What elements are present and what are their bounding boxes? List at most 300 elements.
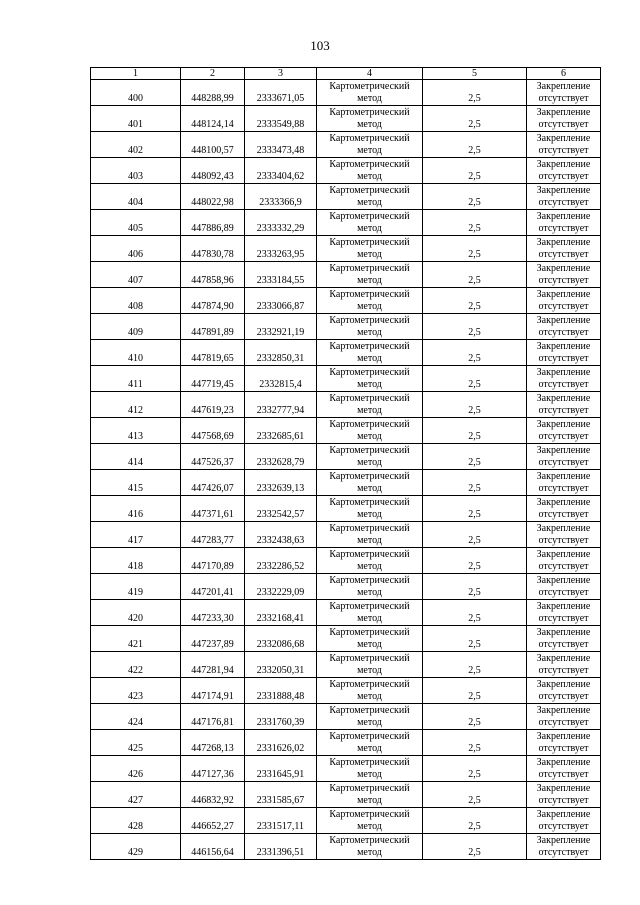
fixing-cell — [527, 756, 601, 782]
point-number-cell: 413 — [91, 418, 181, 444]
fixing-cell-line1: Закрепление — [536, 185, 591, 196]
method-cell — [317, 730, 423, 756]
x-coordinate-cell: 447874,90 — [181, 288, 245, 314]
accuracy-cell: 2,5 — [423, 496, 527, 522]
table-row — [91, 392, 601, 418]
table-row — [91, 652, 601, 678]
fixing-cell — [527, 132, 601, 158]
point-number-cell: 404 — [91, 184, 181, 210]
table-row — [91, 756, 601, 782]
fixing-cell-line2: отсутствует — [538, 716, 589, 728]
accuracy-cell: 2,5 — [423, 366, 527, 392]
table-row — [91, 418, 601, 444]
point-number-cell: 406 — [91, 236, 181, 262]
accuracy-cell: 2,5 — [423, 522, 527, 548]
y-coordinate-cell: 2332168,41 — [245, 600, 317, 626]
table-row — [91, 366, 601, 392]
point-number-cell: 418 — [91, 548, 181, 574]
fixing-cell-line2: отсутствует — [538, 482, 589, 494]
accuracy-cell: 2,5 — [423, 808, 527, 834]
fixing-cell-line1: Закрепление — [536, 367, 591, 378]
method-cell-line1: Картометрический — [329, 835, 410, 846]
method-cell — [317, 626, 423, 652]
fixing-cell-line2: отсутствует — [538, 768, 589, 780]
x-coordinate-cell: 447371,61 — [181, 496, 245, 522]
table-row — [91, 600, 601, 626]
fixing-cell — [527, 574, 601, 600]
fixing-cell-line1: Закрепление — [536, 419, 591, 430]
point-number-cell: 414 — [91, 444, 181, 470]
method-cell — [317, 106, 423, 132]
method-cell-line2: метод — [357, 274, 382, 286]
method-cell — [317, 262, 423, 288]
fixing-cell-line1: Закрепление — [536, 159, 591, 170]
y-coordinate-cell: 2331396,51 — [245, 834, 317, 860]
fixing-cell-line1: Закрепление — [536, 237, 591, 248]
fixing-cell-line2: отсутствует — [538, 534, 589, 546]
method-cell-line2: метод — [357, 300, 382, 312]
x-coordinate-cell: 447281,94 — [181, 652, 245, 678]
fixing-cell-line2: отсутствует — [538, 612, 589, 624]
y-coordinate-cell: 2332685,61 — [245, 418, 317, 444]
table-row — [91, 496, 601, 522]
table-header-row — [91, 68, 601, 80]
table-row — [91, 158, 601, 184]
point-number-cell: 409 — [91, 314, 181, 340]
accuracy-cell: 2,5 — [423, 132, 527, 158]
x-coordinate-cell: 447170,89 — [181, 548, 245, 574]
fixing-cell-line1: Закрепление — [536, 653, 591, 664]
method-cell — [317, 392, 423, 418]
y-coordinate-cell: 2333473,48 — [245, 132, 317, 158]
table-row — [91, 340, 601, 366]
fixing-cell — [527, 600, 601, 626]
fixing-cell-line2: отсутствует — [538, 92, 589, 104]
fixing-cell-line1: Закрепление — [536, 731, 591, 742]
y-coordinate-cell: 2332815,4 — [245, 366, 317, 392]
method-cell — [317, 678, 423, 704]
accuracy-cell: 2,5 — [423, 236, 527, 262]
table-body — [91, 80, 601, 860]
fixing-cell-line2: отсутствует — [538, 794, 589, 806]
table-row — [91, 808, 601, 834]
fixing-cell — [527, 522, 601, 548]
method-cell-line2: метод — [357, 612, 382, 624]
fixing-cell — [527, 80, 601, 106]
fixing-cell-line1: Закрепление — [536, 575, 591, 586]
method-cell-line1: Картометрический — [329, 393, 410, 404]
x-coordinate-cell: 447619,23 — [181, 392, 245, 418]
method-cell-line1: Картометрический — [329, 523, 410, 534]
method-cell — [317, 340, 423, 366]
table-row — [91, 132, 601, 158]
column-header: 1 — [91, 68, 181, 80]
method-cell — [317, 210, 423, 236]
x-coordinate-cell: 448100,57 — [181, 132, 245, 158]
point-number-cell: 422 — [91, 652, 181, 678]
x-coordinate-cell: 447127,36 — [181, 756, 245, 782]
fixing-cell-line1: Закрепление — [536, 835, 591, 846]
table-row — [91, 782, 601, 808]
point-number-cell: 407 — [91, 262, 181, 288]
y-coordinate-cell: 2331585,67 — [245, 782, 317, 808]
accuracy-cell: 2,5 — [423, 262, 527, 288]
method-cell-line1: Картометрический — [329, 133, 410, 144]
accuracy-cell: 2,5 — [423, 548, 527, 574]
y-coordinate-cell: 2332050,31 — [245, 652, 317, 678]
method-cell — [317, 132, 423, 158]
point-number-cell: 417 — [91, 522, 181, 548]
fixing-cell-line2: отсутствует — [538, 196, 589, 208]
point-number-cell: 428 — [91, 808, 181, 834]
y-coordinate-cell: 2331760,39 — [245, 704, 317, 730]
accuracy-cell: 2,5 — [423, 288, 527, 314]
method-cell-line1: Картометрический — [329, 679, 410, 690]
point-number-cell: 411 — [91, 366, 181, 392]
y-coordinate-cell: 2333404,62 — [245, 158, 317, 184]
fixing-cell — [527, 782, 601, 808]
page-number: 103 — [310, 38, 330, 53]
point-number-cell: 412 — [91, 392, 181, 418]
fixing-cell — [527, 210, 601, 236]
fixing-cell-line2: отсутствует — [538, 664, 589, 676]
x-coordinate-cell: 448288,99 — [181, 80, 245, 106]
method-cell-line2: метод — [357, 846, 382, 858]
method-cell — [317, 470, 423, 496]
method-cell-line2: метод — [357, 664, 382, 676]
method-cell — [317, 496, 423, 522]
method-cell — [317, 808, 423, 834]
method-cell-line1: Картометрический — [329, 185, 410, 196]
method-cell — [317, 834, 423, 860]
method-cell — [317, 366, 423, 392]
accuracy-cell: 2,5 — [423, 574, 527, 600]
method-cell-line2: метод — [357, 586, 382, 598]
fixing-cell-line1: Закрепление — [536, 601, 591, 612]
fixing-cell-line2: отсутствует — [538, 508, 589, 520]
point-number-cell: 424 — [91, 704, 181, 730]
point-number-cell: 427 — [91, 782, 181, 808]
method-cell-line1: Картометрический — [329, 159, 410, 170]
accuracy-cell: 2,5 — [423, 80, 527, 106]
x-coordinate-cell: 447426,07 — [181, 470, 245, 496]
y-coordinate-cell: 2332850,31 — [245, 340, 317, 366]
point-number-cell: 405 — [91, 210, 181, 236]
method-cell-line2: метод — [357, 248, 382, 260]
point-number-cell: 408 — [91, 288, 181, 314]
accuracy-cell: 2,5 — [423, 730, 527, 756]
y-coordinate-cell: 2332438,63 — [245, 522, 317, 548]
x-coordinate-cell: 448124,14 — [181, 106, 245, 132]
x-coordinate-cell: 448092,43 — [181, 158, 245, 184]
y-coordinate-cell: 2332086,68 — [245, 626, 317, 652]
method-cell-line1: Картометрический — [329, 107, 410, 118]
fixing-cell-line2: отсутствует — [538, 456, 589, 468]
fixing-cell-line1: Закрепление — [536, 809, 591, 820]
y-coordinate-cell: 2333366,9 — [245, 184, 317, 210]
table-row — [91, 184, 601, 210]
method-cell — [317, 652, 423, 678]
method-cell-line2: метод — [357, 508, 382, 520]
accuracy-cell: 2,5 — [423, 210, 527, 236]
method-cell-line2: метод — [357, 92, 382, 104]
column-header: 6 — [527, 68, 601, 80]
method-cell-line2: метод — [357, 404, 382, 416]
method-cell-line1: Картометрический — [329, 601, 410, 612]
fixing-cell-line1: Закрепление — [536, 705, 591, 716]
fixing-cell — [527, 314, 601, 340]
table-row — [91, 678, 601, 704]
fixing-cell-line1: Закрепление — [536, 133, 591, 144]
method-cell-line1: Картометрический — [329, 341, 410, 352]
fixing-cell-line2: отсутствует — [538, 170, 589, 182]
method-cell-line1: Картометрический — [329, 315, 410, 326]
table-row — [91, 834, 601, 860]
fixing-cell-line1: Закрепление — [536, 263, 591, 274]
method-cell — [317, 444, 423, 470]
fixing-cell — [527, 340, 601, 366]
method-cell-line2: метод — [357, 794, 382, 806]
fixing-cell — [527, 106, 601, 132]
point-number-cell: 410 — [91, 340, 181, 366]
fixing-cell-line2: отсутствует — [538, 352, 589, 364]
method-cell-line2: метод — [357, 742, 382, 754]
accuracy-cell: 2,5 — [423, 418, 527, 444]
fixing-cell — [527, 470, 601, 496]
fixing-cell-line2: отсутствует — [538, 742, 589, 754]
x-coordinate-cell: 447830,78 — [181, 236, 245, 262]
y-coordinate-cell: 2332777,94 — [245, 392, 317, 418]
method-cell-line2: метод — [357, 144, 382, 156]
fixing-cell-line1: Закрепление — [536, 315, 591, 326]
method-cell-line2: метод — [357, 482, 382, 494]
y-coordinate-cell: 2331626,02 — [245, 730, 317, 756]
point-number-cell: 400 — [91, 80, 181, 106]
method-cell — [317, 756, 423, 782]
x-coordinate-cell: 447858,96 — [181, 262, 245, 288]
y-coordinate-cell: 2331888,48 — [245, 678, 317, 704]
fixing-cell-line1: Закрепление — [536, 679, 591, 690]
fixing-cell-line1: Закрепление — [536, 393, 591, 404]
accuracy-cell: 2,5 — [423, 470, 527, 496]
fixing-cell — [527, 834, 601, 860]
fixing-cell-line2: отсутствует — [538, 430, 589, 442]
y-coordinate-cell: 2333263,95 — [245, 236, 317, 262]
accuracy-cell: 2,5 — [423, 704, 527, 730]
x-coordinate-cell: 447719,45 — [181, 366, 245, 392]
x-coordinate-cell: 447886,89 — [181, 210, 245, 236]
point-number-cell: 423 — [91, 678, 181, 704]
method-cell-line1: Картометрический — [329, 237, 410, 248]
method-cell-line2: метод — [357, 170, 382, 182]
fixing-cell — [527, 184, 601, 210]
fixing-cell — [527, 704, 601, 730]
y-coordinate-cell: 2332542,57 — [245, 496, 317, 522]
method-cell — [317, 288, 423, 314]
table-row — [91, 548, 601, 574]
method-cell — [317, 236, 423, 262]
fixing-cell — [527, 444, 601, 470]
fixing-cell-line1: Закрепление — [536, 445, 591, 456]
y-coordinate-cell: 2333671,05 — [245, 80, 317, 106]
fixing-cell-line1: Закрепление — [536, 341, 591, 352]
fixing-cell-line2: отсутствует — [538, 378, 589, 390]
fixing-cell — [527, 626, 601, 652]
accuracy-cell: 2,5 — [423, 600, 527, 626]
table-row — [91, 314, 601, 340]
method-cell — [317, 782, 423, 808]
y-coordinate-cell: 2333066,87 — [245, 288, 317, 314]
accuracy-cell: 2,5 — [423, 626, 527, 652]
accuracy-cell: 2,5 — [423, 444, 527, 470]
y-coordinate-cell: 2332921,19 — [245, 314, 317, 340]
method-cell-line1: Картометрический — [329, 731, 410, 742]
accuracy-cell: 2,5 — [423, 678, 527, 704]
table-row — [91, 626, 601, 652]
fixing-cell-line2: отсутствует — [538, 820, 589, 832]
method-cell-line2: метод — [357, 326, 382, 338]
point-number-cell: 425 — [91, 730, 181, 756]
method-cell-line2: метод — [357, 768, 382, 780]
method-cell-line1: Картометрический — [329, 783, 410, 794]
accuracy-cell: 2,5 — [423, 158, 527, 184]
y-coordinate-cell: 2331517,11 — [245, 808, 317, 834]
method-cell-line1: Картометрический — [329, 653, 410, 664]
fixing-cell-line2: отсутствует — [538, 300, 589, 312]
point-number-cell: 421 — [91, 626, 181, 652]
table-row — [91, 444, 601, 470]
x-coordinate-cell: 447891,89 — [181, 314, 245, 340]
method-cell — [317, 600, 423, 626]
method-cell-line2: метод — [357, 638, 382, 650]
fixing-cell-line1: Закрепление — [536, 549, 591, 560]
coordinates-table — [90, 67, 601, 860]
x-coordinate-cell: 447568,69 — [181, 418, 245, 444]
table-row — [91, 288, 601, 314]
fixing-cell-line1: Закрепление — [536, 289, 591, 300]
table-row — [91, 704, 601, 730]
method-cell — [317, 522, 423, 548]
method-cell-line2: метод — [357, 560, 382, 572]
accuracy-cell: 2,5 — [423, 184, 527, 210]
table-row — [91, 80, 601, 106]
y-coordinate-cell: 2332639,13 — [245, 470, 317, 496]
x-coordinate-cell: 446832,92 — [181, 782, 245, 808]
fixing-cell-line1: Закрепление — [536, 783, 591, 794]
accuracy-cell: 2,5 — [423, 340, 527, 366]
fixing-cell-line2: отсутствует — [538, 274, 589, 286]
table-row — [91, 106, 601, 132]
method-cell — [317, 574, 423, 600]
y-coordinate-cell: 2333184,55 — [245, 262, 317, 288]
fixing-cell-line1: Закрепление — [536, 757, 591, 768]
method-cell-line2: метод — [357, 534, 382, 546]
fixing-cell-line2: отсутствует — [538, 144, 589, 156]
x-coordinate-cell: 447268,13 — [181, 730, 245, 756]
column-header: 2 — [181, 68, 245, 80]
method-cell-line1: Картометрический — [329, 627, 410, 638]
y-coordinate-cell: 2332286,52 — [245, 548, 317, 574]
accuracy-cell: 2,5 — [423, 314, 527, 340]
fixing-cell — [527, 418, 601, 444]
point-number-cell: 419 — [91, 574, 181, 600]
fixing-cell-line1: Закрепление — [536, 211, 591, 222]
method-cell-line1: Картометрический — [329, 81, 410, 92]
accuracy-cell: 2,5 — [423, 782, 527, 808]
x-coordinate-cell: 447819,65 — [181, 340, 245, 366]
method-cell-line2: метод — [357, 118, 382, 130]
method-cell-line1: Картометрический — [329, 263, 410, 274]
method-cell-line1: Картометрический — [329, 419, 410, 430]
fixing-cell — [527, 262, 601, 288]
accuracy-cell: 2,5 — [423, 652, 527, 678]
column-header: 5 — [423, 68, 527, 80]
method-cell-line1: Картометрический — [329, 575, 410, 586]
column-header: 3 — [245, 68, 317, 80]
x-coordinate-cell: 447201,41 — [181, 574, 245, 600]
method-cell-line2: метод — [357, 352, 382, 364]
fixing-cell — [527, 548, 601, 574]
point-number-cell: 403 — [91, 158, 181, 184]
fixing-cell — [527, 236, 601, 262]
fixing-cell-line1: Закрепление — [536, 523, 591, 534]
y-coordinate-cell: 2333332,29 — [245, 210, 317, 236]
fixing-cell-line2: отсутствует — [538, 326, 589, 338]
method-cell — [317, 80, 423, 106]
method-cell-line2: метод — [357, 196, 382, 208]
fixing-cell — [527, 158, 601, 184]
point-number-cell: 420 — [91, 600, 181, 626]
method-cell — [317, 158, 423, 184]
method-cell-line1: Картометрический — [329, 445, 410, 456]
method-cell-line2: метод — [357, 430, 382, 442]
method-cell-line1: Картометрический — [329, 497, 410, 508]
y-coordinate-cell: 2332628,79 — [245, 444, 317, 470]
fixing-cell-line1: Закрепление — [536, 497, 591, 508]
x-coordinate-cell: 447283,77 — [181, 522, 245, 548]
method-cell — [317, 184, 423, 210]
method-cell-line2: метод — [357, 378, 382, 390]
table-row — [91, 210, 601, 236]
fixing-cell-line1: Закрепление — [536, 107, 591, 118]
fixing-cell-line2: отсутствует — [538, 690, 589, 702]
fixing-cell-line2: отсутствует — [538, 248, 589, 260]
y-coordinate-cell: 2333549,88 — [245, 106, 317, 132]
fixing-cell-line2: отсутствует — [538, 222, 589, 234]
table-row — [91, 262, 601, 288]
x-coordinate-cell: 447233,30 — [181, 600, 245, 626]
method-cell-line2: метод — [357, 222, 382, 234]
x-coordinate-cell: 447176,81 — [181, 704, 245, 730]
fixing-cell-line2: отсутствует — [538, 586, 589, 598]
point-number-cell: 429 — [91, 834, 181, 860]
fixing-cell — [527, 652, 601, 678]
x-coordinate-cell: 447237,89 — [181, 626, 245, 652]
method-cell-line1: Картометрический — [329, 809, 410, 820]
point-number-cell: 415 — [91, 470, 181, 496]
point-number-cell: 416 — [91, 496, 181, 522]
method-cell — [317, 548, 423, 574]
y-coordinate-cell: 2332229,09 — [245, 574, 317, 600]
x-coordinate-cell: 448022,98 — [181, 184, 245, 210]
method-cell — [317, 704, 423, 730]
table-row — [91, 236, 601, 262]
method-cell-line1: Картометрический — [329, 211, 410, 222]
point-number-cell: 401 — [91, 106, 181, 132]
x-coordinate-cell: 446156,64 — [181, 834, 245, 860]
accuracy-cell: 2,5 — [423, 834, 527, 860]
method-cell-line2: метод — [357, 456, 382, 468]
